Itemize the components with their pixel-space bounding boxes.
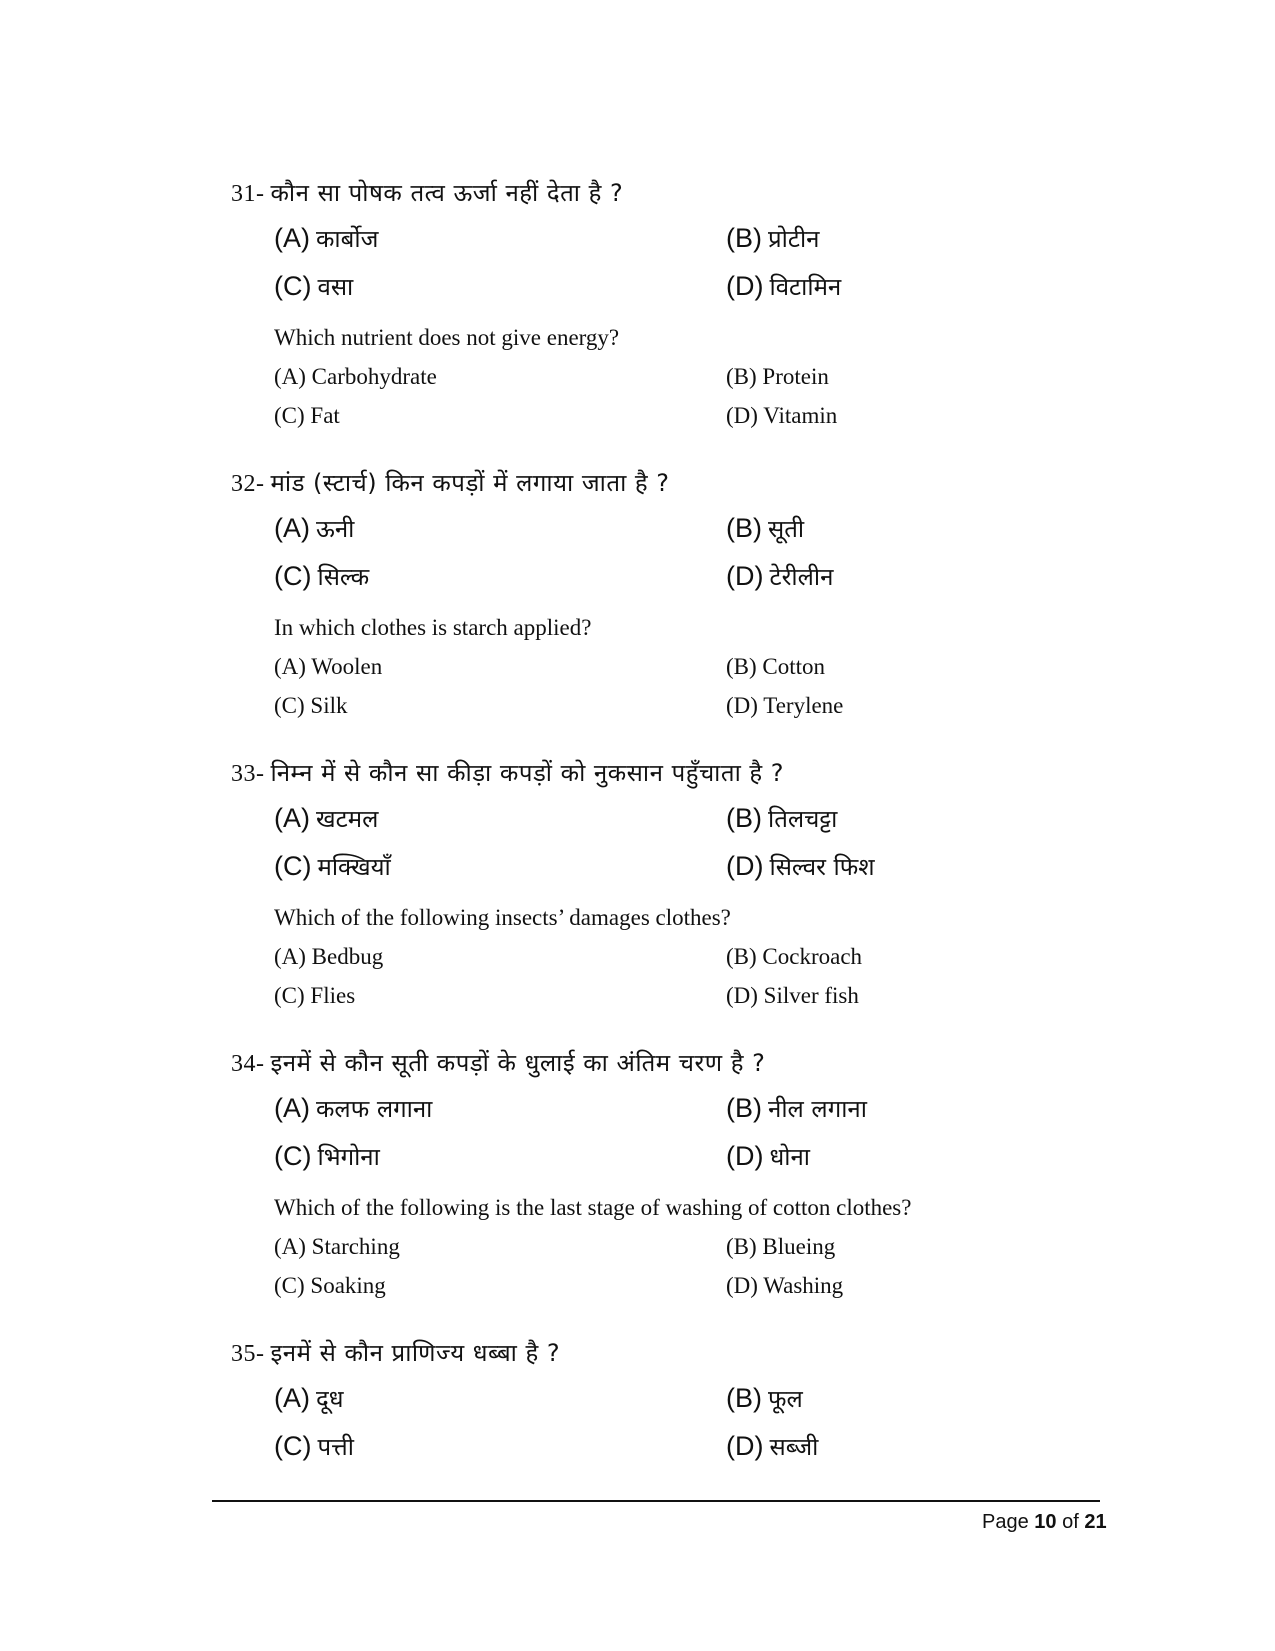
question-number: 35- [231,1341,265,1367]
option-d-english: (D) Washing [726,1273,844,1298]
option-b-hindi [726,802,837,835]
option-text: पत्ती [317,1433,354,1461]
footer-divider [212,1500,1100,1502]
option-label: (D) [726,1141,764,1171]
option-label: (A) [274,803,310,833]
option-a-english: (A) Starching [274,1234,400,1259]
option-c-hindi [274,560,369,593]
option-label: (A) [274,223,310,253]
question-text-hindi: इनमें से कौन सूती कपड़ों के धुलाई का अंतिम चरण है ? [270,1049,766,1077]
option-text: नील लगाना [768,1095,867,1123]
option-label: (A) [274,1383,310,1413]
question-number: 34- [231,1051,265,1077]
option-a-english: (A) Woolen [274,654,383,679]
option-a-hindi [274,1382,344,1415]
option-a-english: (A) Carbohydrate [274,364,437,389]
option-text: दूध [316,1385,344,1413]
option-text: कार्बोज [316,225,379,253]
question-number: 33- [231,761,265,787]
option-c-hindi [274,1430,354,1463]
option-b-hindi [726,1382,803,1415]
question-title-hindi [231,756,784,789]
option-text: विटामिन [769,273,842,301]
option-b-hindi [726,512,804,545]
option-label: (C) [274,851,312,881]
option-label: (D) [726,1431,764,1461]
option-text: तिलचट्टा [768,805,838,833]
option-d-hindi [726,560,833,593]
option-label: (A) [274,513,310,543]
option-c-hindi [274,1140,380,1173]
question-title-hindi [231,1046,765,1079]
current-page: 10 [1034,1511,1057,1533]
option-d-english: (D) Vitamin [726,403,838,428]
option-d-hindi [726,850,875,883]
option-text: सब्जी [769,1433,819,1461]
option-text: खटमल [316,805,379,833]
option-c-english: (C) Fat [274,403,340,428]
option-label: (C) [274,271,312,301]
option-label: (C) [274,1141,312,1171]
total-pages: 21 [1084,1511,1107,1533]
option-label: (B) [726,803,762,833]
question-title-hindi [231,176,623,209]
option-text: भिगोना [317,1143,380,1171]
option-b-english: (B) Cockroach [726,944,863,969]
option-b-english: (B) Protein [726,364,829,389]
option-d-hindi [726,270,841,303]
question-text-english: Which of the following is the last stage of washing of cotton clothes? [274,1195,912,1220]
question-text-hindi: इनमें से कौन प्राणिज्य धब्बा है ? [270,1339,561,1367]
option-text: मक्खियाँ [317,853,391,881]
question-text-hindi: कौन सा पोषक तत्व ऊर्जा नहीं देता है ? [270,179,624,207]
page-word: Page [982,1511,1029,1533]
option-c-hindi [274,270,353,303]
option-label: (D) [726,271,764,301]
option-text: टेरीलीन [769,563,834,591]
question-text-english: In which clothes is starch applied? [274,615,592,640]
option-d-hindi [726,1430,818,1463]
option-a-hindi [274,512,354,545]
of-word: of [1062,1511,1079,1533]
option-label: (B) [726,223,762,253]
option-text: कलफ लगाना [316,1095,433,1123]
option-text: सिल्वर फिश [769,853,875,881]
option-b-hindi [726,1092,867,1125]
option-a-english: (A) Bedbug [274,944,384,969]
option-a-hindi [274,222,378,255]
option-d-english: (D) Terylene [726,693,844,718]
option-label: (B) [726,513,762,543]
option-label: (B) [726,1093,762,1123]
option-text: सूती [768,515,805,543]
option-label: (D) [726,851,764,881]
option-label: (C) [274,561,312,591]
option-label: (D) [726,561,764,591]
option-text: वसा [317,273,354,301]
question-number: 31- [231,181,265,207]
option-label: (B) [726,1383,762,1413]
option-c-english: (C) Soaking [274,1273,386,1298]
question-text-english: Which of the following insects’ damages clothes? [274,905,731,930]
option-text: सिल्क [317,563,370,591]
option-d-hindi [726,1140,810,1173]
option-text: प्रोटीन [768,225,820,253]
option-c-hindi [274,850,391,883]
question-title-hindi [231,1336,560,1369]
option-c-english: (C) Silk [274,693,348,718]
option-text: धोना [769,1143,810,1171]
question-title-hindi [231,466,670,499]
option-text: फूल [768,1385,803,1413]
option-a-hindi [274,802,378,835]
question-text-english: Which nutrient does not give energy? [274,325,620,350]
option-text: ऊनी [316,515,355,543]
option-label: (A) [274,1093,310,1123]
question-text-hindi: मांड (स्टार्च) किन कपड़ों में लगाया जाता है ? [270,469,670,497]
question-text-hindi: निम्न में से कौन सा कीड़ा कपड़ों को नुकसान पहुँचाता है ? [270,759,785,787]
option-c-english: (C) Flies [274,983,356,1008]
option-label: (C) [274,1431,312,1461]
option-b-english: (B) Blueing [726,1234,836,1259]
option-b-english: (B) Cotton [726,654,826,679]
option-b-hindi [726,222,820,255]
page-number [982,1511,1107,1534]
question-number: 32- [231,471,265,497]
option-a-hindi [274,1092,432,1125]
option-d-english: (D) Silver fish [726,983,859,1008]
